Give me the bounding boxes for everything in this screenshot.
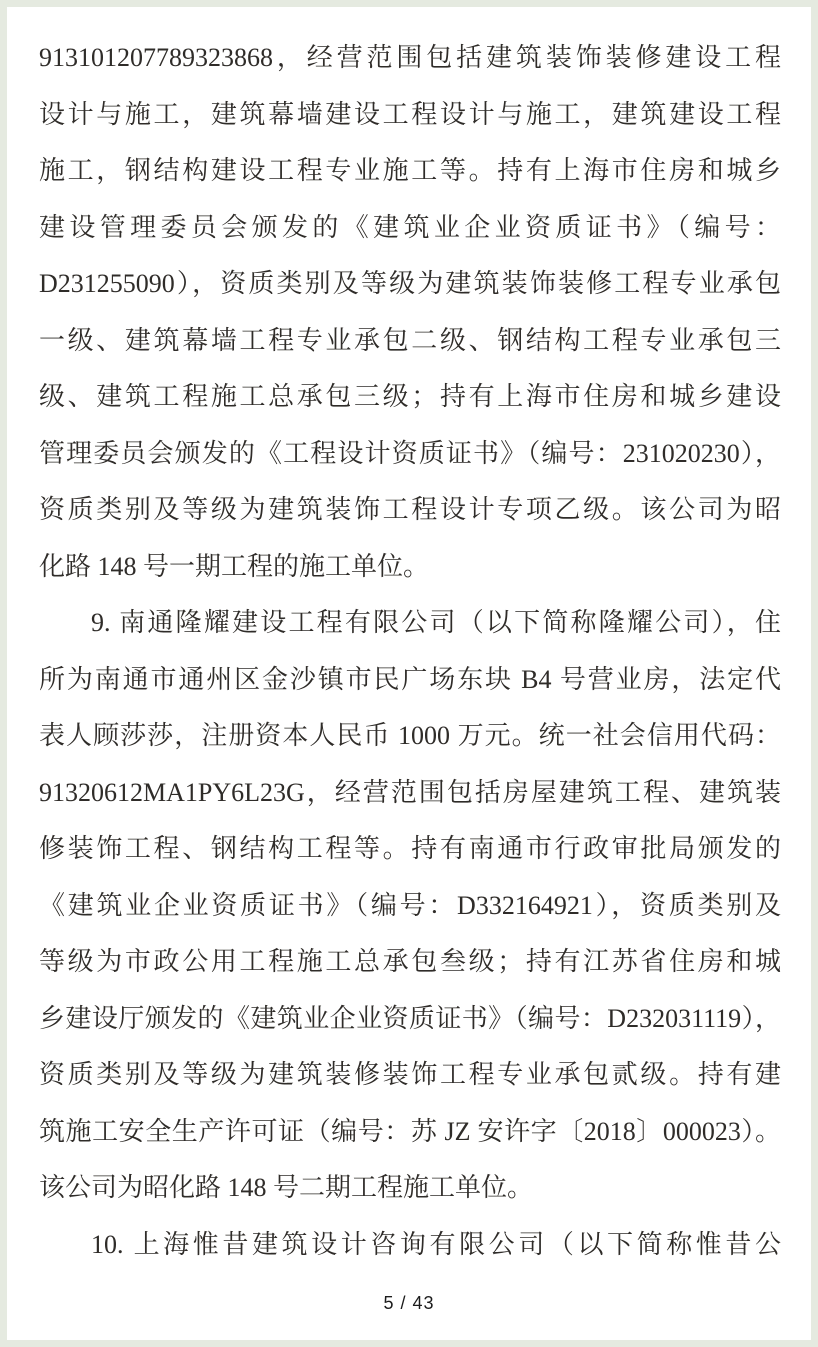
paragraph-start-line: 10. 上海惟昔建筑设计咨询有限公司（以下简称惟昔公 (91, 1229, 781, 1259)
text-line: 筑施工安全生产许可证（编号：苏 JZ 安许字〔2018〕000023）。 (39, 1116, 781, 1146)
text-line: 等级为市政公用工程施工总承包叁级；持有江苏省住房和城 (39, 947, 781, 976)
document-body (7, 7, 811, 1273)
text-line: 所为南通市通州区金沙镇市民广场东块 B4 号营业房，法定代 (39, 664, 781, 694)
text-line: 资质类别及等级为建筑装修装饰工程专业承包贰级。持有建 (39, 1060, 781, 1089)
text-line: 管理委员会颁发的《工程设计资质证书》（编号：231020230）， (39, 438, 781, 468)
text-line: 建设管理委员会颁发的《建筑业企业资质证书》（编号： (39, 212, 781, 242)
text-line: 修装饰工程、钢结构工程等。持有南通市行政审批局颁发的 (39, 834, 781, 863)
text-line: D231255090），资质类别及等级为建筑装饰装修工程专业承包 (39, 269, 781, 298)
text-line: 化路 148 号一期工程的施工单位。 (39, 551, 430, 581)
text-line: 该公司为昭化路 148 号二期工程施工单位。 (39, 1173, 534, 1202)
text-line: 一级、建筑幕墙工程专业承包二级、钢结构工程专业承包三 (39, 325, 781, 355)
text-line: 表人顾莎莎，注册资本人民币 1000 万元。统一社会信用代码： (39, 721, 781, 750)
text-line: 施工，钢结构建设工程专业施工等。持有上海市住房和城乡 (39, 156, 781, 185)
text-line: 91320612MA1PY6L23G，经营范围包括房屋建筑工程、建筑装 (39, 777, 781, 807)
text-line: 级、建筑工程施工总承包三级；持有上海市住房和城乡建设 (39, 382, 781, 411)
text-line: 《建筑业企业资质证书》（编号：D332164921），资质类别及 (39, 890, 781, 920)
text-line: 乡建设厅颁发的《建筑业企业资质证书》（编号：D232031119）， (39, 1003, 781, 1033)
text-line: 资质类别及等级为建筑装饰工程设计专项乙级。该公司为昭 (39, 495, 781, 524)
paragraph-start-line: 9. 南通隆耀建设工程有限公司（以下简称隆耀公司），住 (91, 608, 781, 637)
text-line: 设计与施工，建筑幕墙建设工程设计与施工，建筑建设工程 (39, 99, 781, 129)
text-line: 913101207789323868，经营范围包括建筑装饰装修建设工程 (39, 43, 781, 72)
page-number: 5 / 43 (383, 1293, 435, 1313)
